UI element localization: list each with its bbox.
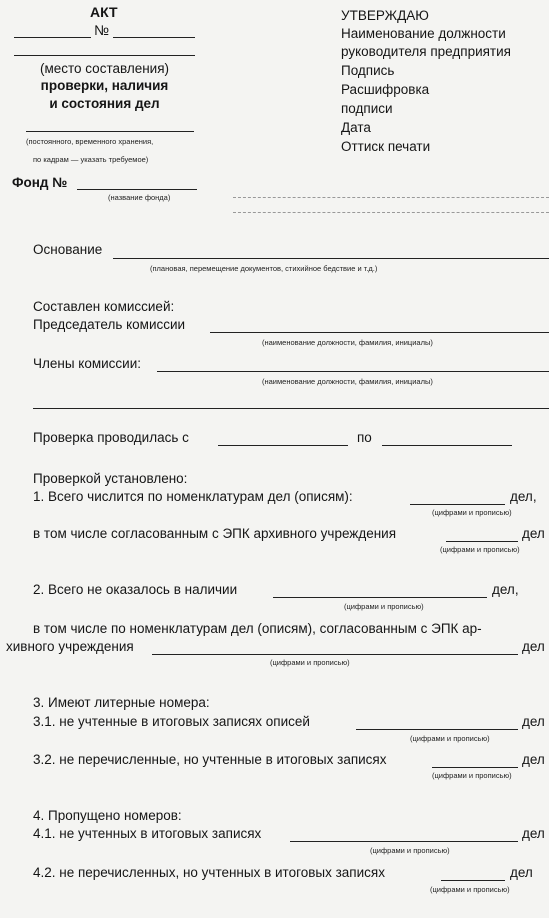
storage-hint-2: по кадрам — указать требуемое) [33,155,149,164]
item-4-1-del: дел [522,826,545,841]
item-2-sub-line [152,654,518,655]
item-1-sub-del: дел [522,526,545,541]
approval-title: УТВЕРЖДАЮ [341,8,429,23]
item-1-del: дел, [510,489,537,504]
item-2-sub-del: дел [522,639,545,654]
item-1: 1. Всего числится по номенклатурам дел (описям): [33,489,353,504]
basis-line [113,258,549,259]
fond-line [77,189,197,190]
item-4-2-del: дел [510,865,533,880]
check-from-line [218,445,348,446]
members-line-2 [33,408,549,409]
members-hint: (наименование должности, фамилия, инициалы) [262,377,433,386]
title-line-2: и состояния дел [49,96,160,111]
item-4-2: 4.2. не перечисленных, но учтенных в итоговых записях [33,865,385,880]
item-2-sub-2: хивного учреждения [6,639,134,654]
check-to-label: по [357,430,372,445]
item-4-1-line [290,841,518,842]
chair-line [210,332,549,333]
item-4-1: 4.1. не учтенных в итоговых записях [33,826,262,841]
item-1-sub-line [446,541,518,542]
item-2-sub-hint: (цифрами и прописью) [270,658,350,667]
faint-line [233,197,549,198]
item-4-1-hint: (цифрами и прописью) [370,846,450,855]
check-to-line [382,445,512,446]
faint-line [233,212,549,213]
item-1-hint: (цифрами и прописью) [432,508,512,517]
act-title: АКТ [90,4,118,20]
number-sign: № [94,22,110,38]
item-3: 3. Имеют литерные номера: [33,695,210,710]
item-3-1-del: дел [522,714,545,729]
item-1-sub: в том числе согласованным с ЭПК архивного учреждения [33,526,397,541]
item-3-2-del: дел [522,752,545,767]
fond-label: Фонд № [12,175,68,190]
item-4-2-hint: (цифрами и прописью) [430,885,510,894]
members-label: Члены комиссии: [33,356,142,371]
members-line [157,371,549,372]
act-date-line [14,37,91,38]
item-1-sub-hint: (цифрами и прописью) [440,545,520,554]
title-line-1: проверки, наличия [40,78,169,93]
commission-label: Составлен комиссией: [33,299,175,314]
approval-line: Подпись [341,63,395,78]
item-2-line [273,597,487,598]
item-2-hint: (цифрами и прописью) [344,602,424,611]
item-2-del: дел, [492,582,519,597]
item-3-2-hint: (цифрами и прописью) [432,771,512,780]
item-4: 4. Пропущено номеров: [33,808,182,823]
check-from-label: Проверка проводилась с [33,430,189,445]
approval-line: Наименование должности [341,26,506,41]
place-line [14,55,195,56]
item-3-1: 3.1. не учтенные в итоговых записях описей [33,714,310,729]
fond-hint: (название фонда) [108,193,171,202]
storage-line [26,131,194,132]
act-number-line [113,37,195,38]
approval-line: Расшифровка [341,82,430,97]
approval-line: Оттиск печати [341,139,431,154]
item-1-line [410,504,505,505]
approval-line: руководителя предприятия [341,44,511,59]
basis-label: Основание [33,242,103,257]
item-2-sub-1: в том числе по номенклатурам дел (описям), согласованным с ЭПК ар- [33,621,482,636]
storage-hint-1: (постоянного, временного хранения, [26,137,154,146]
approval-line: Дата [341,120,371,135]
place-hint: (место составления) [39,61,170,76]
chair-label: Председатель комиссии [33,317,186,332]
basis-hint: (плановая, перемещение документов, стихийное бедствие и т.д.) [150,264,378,273]
item-3-2-line [432,767,518,768]
item-2: 2. Всего не оказалось в наличии [33,582,238,597]
item-4-2-line [441,880,505,881]
item-3-1-line [356,729,518,730]
item-3-1-hint: (цифрами и прописью) [410,734,490,743]
established-label: Проверкой установлено: [33,471,188,486]
chair-hint: (наименование должности, фамилия, инициалы) [262,338,433,347]
item-3-2: 3.2. не перечисленные, но учтенные в итоговых записях [33,752,387,767]
approval-line: подписи [341,101,393,116]
